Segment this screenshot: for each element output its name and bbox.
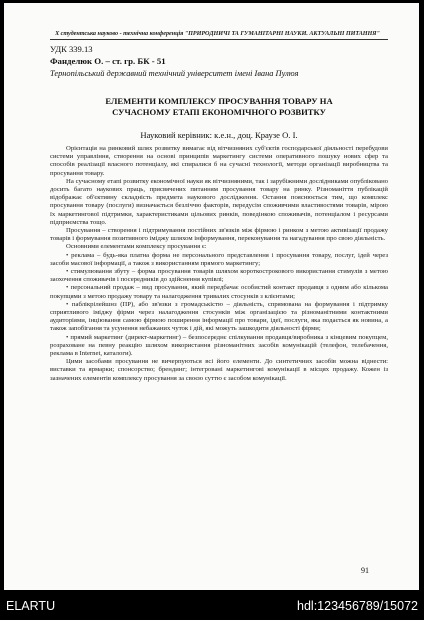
title-line-2: СУЧАСНОМУ ЕТАПІ ЕКОНОМІЧНОГО РОЗВИТКУ: [112, 107, 326, 117]
supervisor-line: Науковий керівник: к.е.н., доц. Краузе О. І.: [140, 130, 298, 140]
document-page: [4, 3, 419, 590]
header-rule: [50, 39, 388, 40]
bullet-item: • прямий маркетинг (директ-маркетинг) – безпосереднє спілкування продавця/виробника з кінцевим покупцем, розраховане на певну реакцію шляхом використання різноманітних засобів комунікацій (телефон, телебачення, реклама в Internet, каталоги).: [50, 333, 388, 358]
title-line-1: ЕЛЕМЕНТИ КОМПЛЕКСУ ПРОСУВАННЯ ТОВАРУ НА: [105, 96, 333, 106]
paragraph: Просування – створення і підтримування постійних зв'язків між фірмою і ринком з метою активізації продажу товарів і формування позитивного іміджу шляхом інформування, переконування та нагадування про свою діяльність.: [50, 227, 388, 243]
university-line: Тернопільський державний технічний університет імені Івана Пулюя: [50, 69, 299, 78]
page-number: 91: [361, 566, 369, 575]
bullet-item: • реклама – будь-яка платна форма не персонального представлення і просування товару, послуг, ідей через засоби масової інформації, а також з використанням прямого маркетингу;: [50, 251, 388, 267]
repository-label: ELARTU: [6, 599, 56, 613]
author-line: Фанделюк О. – ст. гр. БК - 51: [50, 56, 166, 66]
viewer-footer-bar: [0, 591, 424, 620]
bullet-item: • персональний продаж – вид просування, який передбачає особистий контакт продавця з одним або кількома покупцями з метою продажу товару та налагодження тривалих стосунків з клієнтами;: [50, 284, 388, 300]
bullet-item: • паблікрілейшнз (ПР), або зв'язки з громадськістю – діяльність, спрямована на формування і підтримку сприятливого іміджу фірми через налагодження стосунків між організацією та різноманітними контактними аудиторіями, інціювання самою фірмою поширення інформації про товари, ідеї, послуги, яка подається як новина, а також запобігання та усунення небажаних чуток і дій, які можуть зашкодити діяльності фірми;: [50, 300, 388, 333]
handle-label[interactable]: hdl:123456789/15072: [297, 599, 418, 613]
paragraph: Основними елементами комплексу просування є:: [66, 243, 207, 251]
article-body: [50, 145, 388, 383]
paragraph: Орієнтація на ринковий шлях розвитку вимагає від вітчизняних суб'єктів господарської діяльності перебудови системи управління, створення на основі принципів маркетингу системи оперативного пошуку нових сфер та способів реалізації власного потенціалу, які спиралися б на сучасні технології, методи організації виробництва та просування товару.: [50, 145, 388, 177]
bullet-item: • стимулювання збуту – форма просування товарів шляхом короткострокового використання стимулів з метою заохочення споживачів і посередників до здійснення купівлі;: [50, 268, 388, 284]
paragraph: Цими засобами просування не вичерпуються всі його елементи. До синтетичних засобів можна віднести: виставки та ярмарки; спонсорство; брендинг; інтегровані маркетингові комунікації в місцях продажу. Кожен із зазначених елементів комплексу просування за своєю суттю є засобом комунікації.: [50, 358, 388, 382]
paragraph: На сучасному етапі розвитку економічної науки як вітчизняними, так і зарубіжними дослідниками опубліковано досить багато наукових праць, присвячених питанням просування товару на ринку. Різноманіття публікацій відображає об'єктивну складність предмета наукового дослідження. Остання пояснюється тим, що комплекс просування товару (послуги) визначається безліччю факторів, передусім споживчими властивостями товарів, мірою їх маркетингової підтримки, характеристиками цільових ринків, поведінкою споживачів, потенціалом і ресурсами підприємства тощо.: [50, 177, 388, 226]
conference-header: Х студентська науково - технічна конференція "ПРИРОДНИЧІ ТА ГУМАНІТАРНІ НАУКИ. АКТУАЛЬНІ ПИТАННЯ": [55, 30, 380, 37]
article-title: [50, 96, 388, 118]
udc-code: УДК 339.13: [50, 44, 93, 54]
